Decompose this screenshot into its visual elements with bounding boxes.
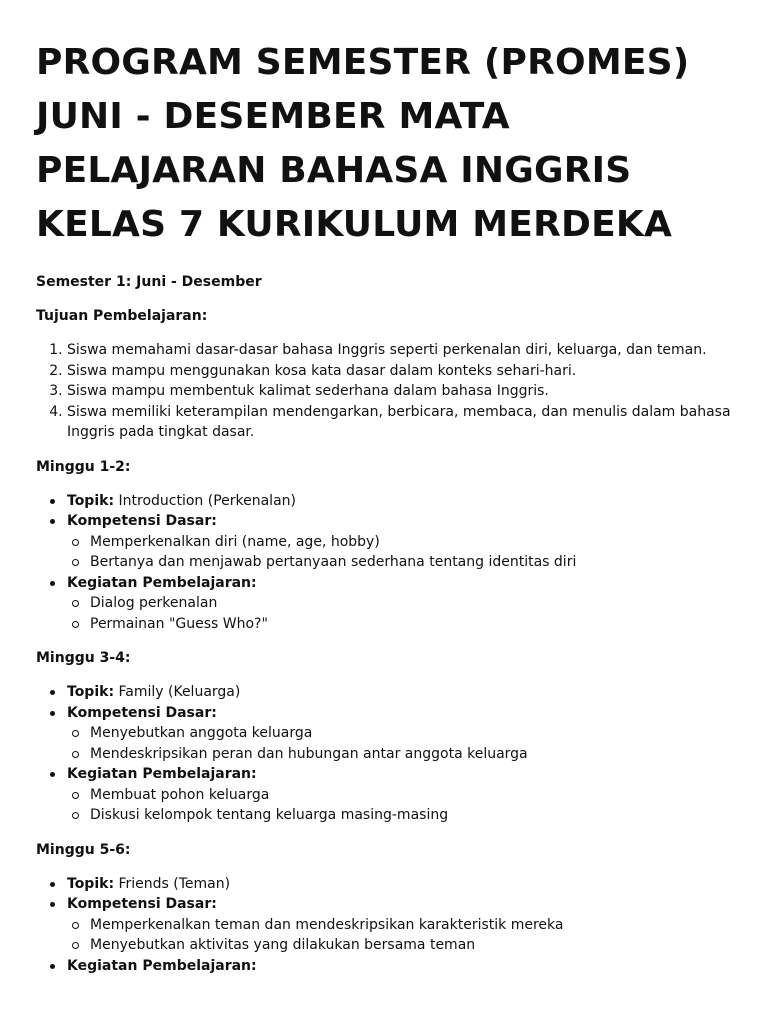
activities-label: Kegiatan Pembelajaran: xyxy=(67,574,257,591)
competence-entry: Menyebutkan aktivitas yang dilakukan bersama teman xyxy=(90,935,732,956)
goal-item: 1. Siswa memahami dasar-dasar bahasa Inggris seperti perkenalan diri, keluarga, dan teman. xyxy=(67,340,732,361)
activities-list xyxy=(67,593,732,634)
week-details xyxy=(36,682,732,826)
activity-entry: Dialog perkenalan xyxy=(90,593,732,614)
activity-entry: Diskusi kelompok tentang keluarga masing-masing xyxy=(90,805,732,826)
activities-item xyxy=(67,956,732,977)
activities-item xyxy=(67,573,732,635)
week-heading: Minggu 3-4: xyxy=(36,650,131,666)
goal-item: 2. Siswa mampu menggunakan kosa kata dasar dalam konteks sehari-hari. xyxy=(67,361,732,382)
topic-label: Topik: xyxy=(67,684,115,700)
activities-label: Kegiatan Pembelajaran: xyxy=(67,957,257,974)
goal-item: 3. Siswa mampu membentuk kalimat sederhana dalam bahasa Inggris. xyxy=(67,381,732,402)
topic-item xyxy=(67,874,732,895)
competence-item xyxy=(67,511,732,573)
goal-item: 4. Siswa memiliki keterampilan mendengarkan, berbicara, membaca, dan menulis dalam bahasa Inggris pada tingkat dasar. xyxy=(67,402,732,443)
topic-item xyxy=(67,491,732,512)
topic-label: Topik: xyxy=(67,875,115,892)
competence-entry: Mendeskripsikan peran dan hubungan antar anggota keluarga xyxy=(90,744,732,765)
competence-entry: Memperkenalkan teman dan mendeskripsikan karakteristik mereka xyxy=(90,915,732,936)
activities-list xyxy=(67,785,732,826)
competence-list xyxy=(67,723,732,764)
competence-list xyxy=(67,532,732,573)
competence-entry: Memperkenalkan diri (name, age, hobby) xyxy=(90,532,732,553)
goals-list xyxy=(36,340,732,443)
activity-entry: Permainan "Guess Who?" xyxy=(90,614,732,635)
topic-value: Introduction (Perkenalan) xyxy=(118,492,296,509)
activity-entry: Membuat pohon keluarga xyxy=(90,785,732,806)
goals-heading: Tujuan Pembelajaran: xyxy=(36,308,208,324)
semester-label: Semester 1: Juni - Desember xyxy=(36,274,262,290)
competence-label: Kompetensi Dasar: xyxy=(67,896,217,912)
topic-label: Topik: xyxy=(67,492,115,509)
document-title: PROGRAM SEMESTER (PROMES) JUNI - DESEMBER MATA PELAJARAN BAHASA INGGRIS KELAS 7 KURIKULUM MERDEKA xyxy=(36,42,690,245)
week-heading: Minggu 1-2: xyxy=(36,458,131,475)
competence-item xyxy=(67,894,732,956)
week-heading: Minggu 5-6: xyxy=(36,841,131,858)
topic-value: Friends (Teman) xyxy=(118,875,231,892)
competence-label: Kompetensi Dasar: xyxy=(67,513,217,529)
competence-entry: Bertanya dan menjawab pertanyaan sederhana tentang identitas diri xyxy=(90,552,732,573)
competence-label: Kompetensi Dasar: xyxy=(67,704,217,721)
activities-label: Kegiatan Pembelajaran: xyxy=(67,766,257,782)
competence-list xyxy=(67,915,732,956)
week-details xyxy=(36,874,732,977)
topic-item xyxy=(67,682,732,703)
competence-item xyxy=(67,703,732,765)
topic-value: Family (Keluarga) xyxy=(118,684,241,700)
week-details xyxy=(36,491,732,635)
activities-item xyxy=(67,764,732,826)
competence-entry: Menyebutkan anggota keluarga xyxy=(90,723,732,744)
